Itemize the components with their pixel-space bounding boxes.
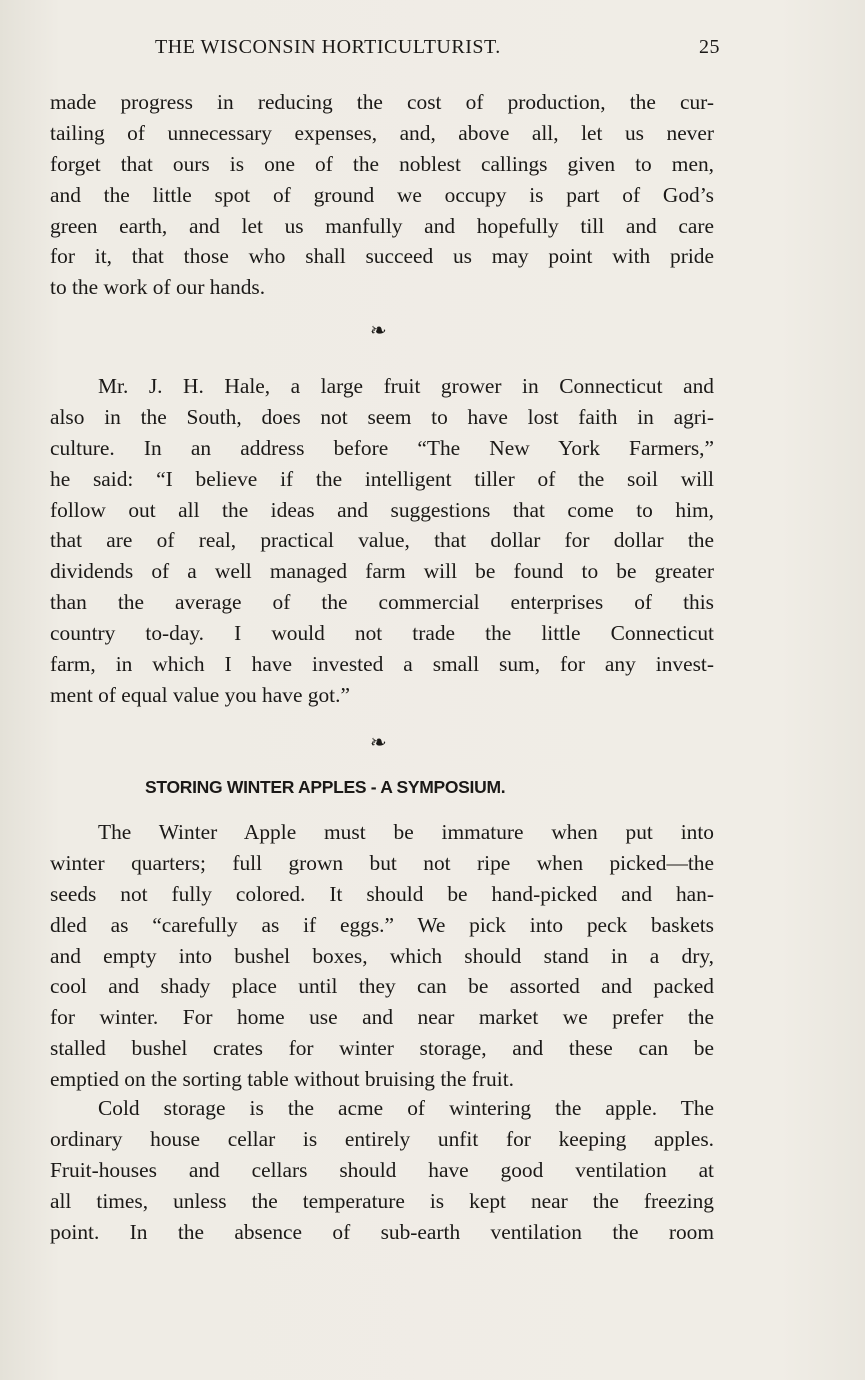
text-line: cool and shady place until they can be assorted and packed: [50, 974, 714, 999]
text-line: he said: “I believe if the intelligent tiller of the soil will: [50, 466, 714, 491]
text-line: made progress in reducing the cost of production, the cur-: [50, 90, 714, 114]
text-line: ordinary house cellar is entirely unfit for keeping apples.: [50, 1126, 714, 1151]
text-line: Mr. J. H. Hale, a large fruit grower in Connecticut and: [98, 374, 714, 398]
text-line: winter quarters; full grown but not ripe when picked—the: [50, 850, 714, 875]
text-line: and the little spot of ground we occupy is part of God’s: [50, 182, 714, 207]
fleuron-ornament: ❧: [370, 318, 387, 342]
text-line: all times, unless the temperature is kept near the freezing: [50, 1188, 714, 1213]
text-line: dled as “carefully as if eggs.” We pick into peck baskets: [50, 912, 714, 937]
running-head: [155, 36, 720, 66]
text-line: tailing of unnecessary expenses, and, above all, let us never: [50, 120, 714, 145]
text-line: country to-day. I would not trade the little Connecticut: [50, 621, 714, 646]
text-line: ment of equal value you have got.”: [50, 682, 350, 707]
text-line: follow out all the ideas and suggestions that come to him,: [50, 497, 714, 522]
text-line: culture. In an address before “The New York Farmers,”: [50, 435, 714, 460]
text-line: seeds not fully colored. It should be hand-picked and han-: [50, 881, 714, 906]
text-line: point. In the absence of sub-earth ventilation the room: [50, 1219, 714, 1244]
text-line: emptied on the sorting table without bruising the fruit.: [50, 1067, 514, 1092]
text-line: forget that ours is one of the noblest callings given to men,: [50, 151, 714, 176]
text-line: Cold storage is the acme of wintering the apple. The: [98, 1096, 714, 1120]
text-line: farm, in which I have invested a small sum, for any invest-: [50, 652, 714, 677]
text-line: green earth, and let us manfully and hopefully till and care: [50, 213, 714, 238]
text-line: than the average of the commercial enterprises of this: [50, 590, 714, 615]
text-line: for winter. For home use and near market we prefer the: [50, 1005, 714, 1030]
paragraph-closing-remarks: [50, 87, 714, 303]
text-line: that are of real, practical value, that dollar for dollar the: [50, 528, 714, 553]
text-line: stalled bushel crates for winter storage, and these can be: [50, 1036, 714, 1061]
text-line: Fruit-houses and cellars should have good ventilation at: [50, 1157, 714, 1182]
text-line: and empty into bushel boxes, which should stand in a dry,: [50, 943, 714, 968]
text-line: also in the South, does not seem to have lost faith in agri-: [50, 404, 714, 429]
text-line: dividends of a well managed farm will be found to be greater: [50, 559, 714, 584]
text-line: for it, that those who shall succeed us may point with pride: [50, 244, 714, 269]
paragraph-cold-storage: [50, 1093, 714, 1247]
text-line: to the work of our hands.: [50, 275, 266, 300]
paragraph-hale-quote: [50, 371, 714, 711]
journal-title: THE WISCONSIN HORTICULTURIST.: [155, 36, 501, 58]
fleuron-ornament: ❧: [370, 730, 387, 754]
paragraph-winter-apple: [50, 817, 714, 1095]
text-line: The Winter Apple must be immature when put into: [98, 820, 714, 844]
section-heading: STORING WINTER APPLES - A SYMPOSIUM.: [145, 777, 506, 797]
page-number: 25: [699, 36, 720, 58]
